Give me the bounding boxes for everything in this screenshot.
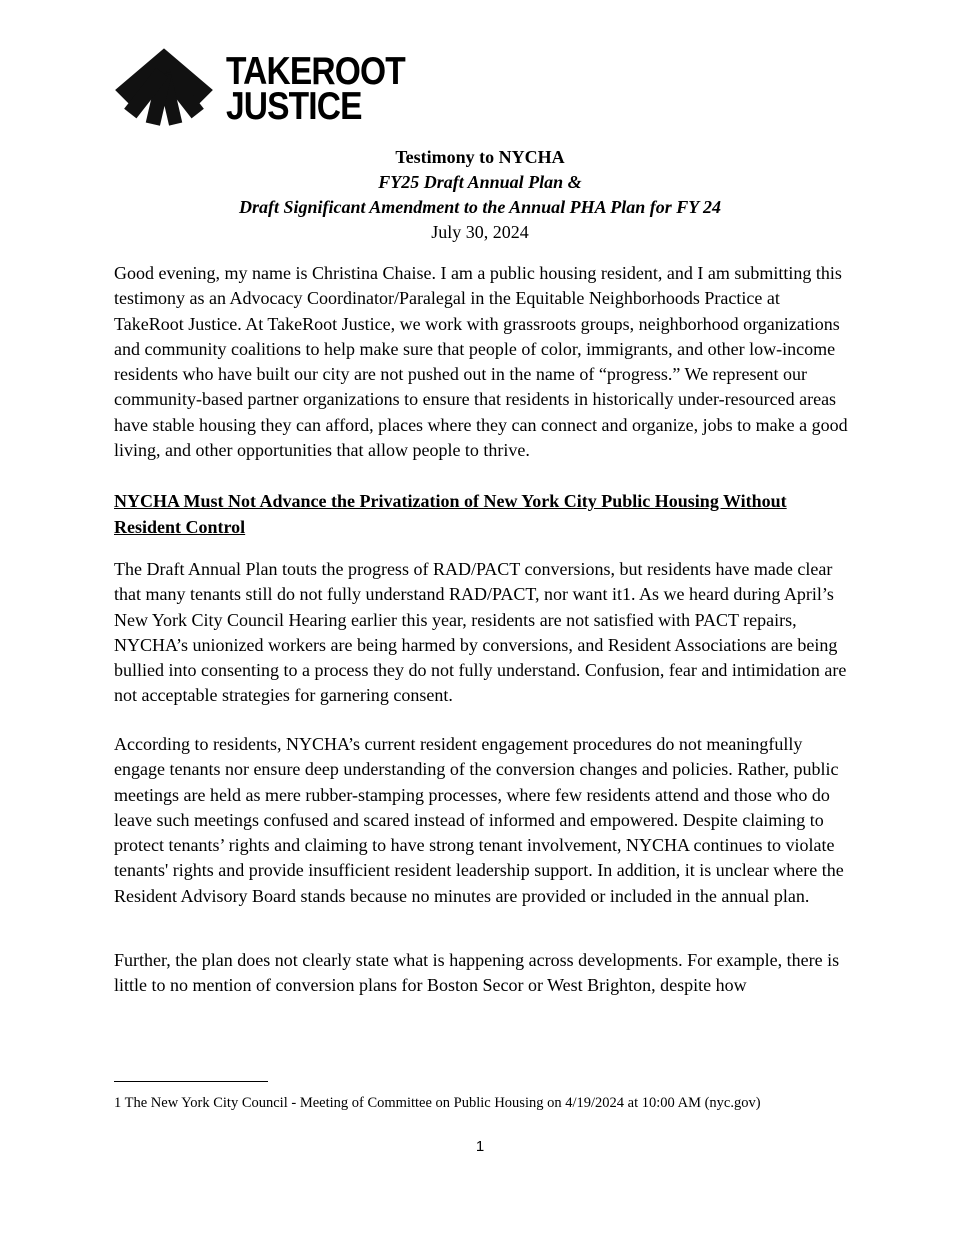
takeroot-justice-logo: [112, 48, 434, 134]
footnote-separator: [114, 1081, 268, 1082]
page-number: 1: [475, 1138, 485, 1155]
logo-wordmark: [226, 50, 405, 128]
footnote: 1 The New York City Council - Meeting of Committee on Public Housing on 4/19/2024 at 10:00 AM (nyc.gov): [114, 1095, 761, 1111]
document-title-block: [114, 145, 846, 245]
paragraph-developments: Further, the plan does not clearly state what is happening across developments. For example, there is little to no mention of conversion plans for Boston Secor or West Brighton, despite how: [114, 950, 840, 996]
paragraph-resident-engagement: According to residents, NYCHA’s current resident engagement procedures do not meaningfully engage tenants nor ensure deep understanding of the conversion changes and policies. Rather, public meetings are held as mere rubber-stamping processes, where few residents attend and those who do leave such meetings confused and scared instead of informed and empowered. Despite claiming to protect tenants’ rights and claiming to have strong tenant involvement, NYCHA continues to violate tenants' rights and provide insufficient resident leadership support. In addition, it is unclear where the Resident Advisory Board stands because no minutes are provided or included in the annual plan.: [114, 734, 844, 906]
document-title: Testimony to NYCHA: [395, 147, 565, 167]
document-date: July 30, 2024: [431, 222, 529, 242]
document-subtitle-2: Draft Significant Amendment to the Annual PHA Plan for FY 24: [238, 197, 722, 217]
logo-text-line2: JUSTICE: [226, 85, 362, 128]
paragraph-introduction: Good evening, my name is Christina Chaise. I am a public housing resident, and I am submitting this testimony as an Advocacy Coordinator/Paralegal in the Equitable Neighborhoods Practice at TakeRoot Justice. At TakeRoot Justice, we work with grassroots groups, neighborhood organizations and community coalitions to help make sure that people of color, immigrants, and other low-income residents who have built our city are not pushed out in the name of “progress.” We represent our community-based partner organizations to ensure that residents in historically under-resourced areas have stable housing they can afford, places where they can connect and organize, jobs to make a good living, and other opportunities that allow people to thrive.: [114, 263, 848, 461]
paragraph-rad-pact: The Draft Annual Plan touts the progress of RAD/PACT conversions, but residents have made clear that many tenants still do not fully understand RAD/PACT, nor want it1. As we heard during April’s New York City Council Hearing earlier this year, residents are not satisfied with PACT repairs, NYCHA’s unionized workers are being harmed by conversions, and Resident Associations are being bullied into consenting to a process they do not fully understand. Confusion, fear and intimidation are not acceptable strategies for garnering consent.: [114, 559, 847, 706]
logo-text-line1: TAKEROOT: [226, 50, 405, 93]
takeroot-root-arrow-icon: [112, 48, 216, 134]
section-heading-privatization: NYCHA Must Not Advance the Privatization of New York City Public Housing Without Resident Control: [114, 491, 787, 537]
document-subtitle-1: FY25 Draft Annual Plan &: [378, 172, 582, 192]
